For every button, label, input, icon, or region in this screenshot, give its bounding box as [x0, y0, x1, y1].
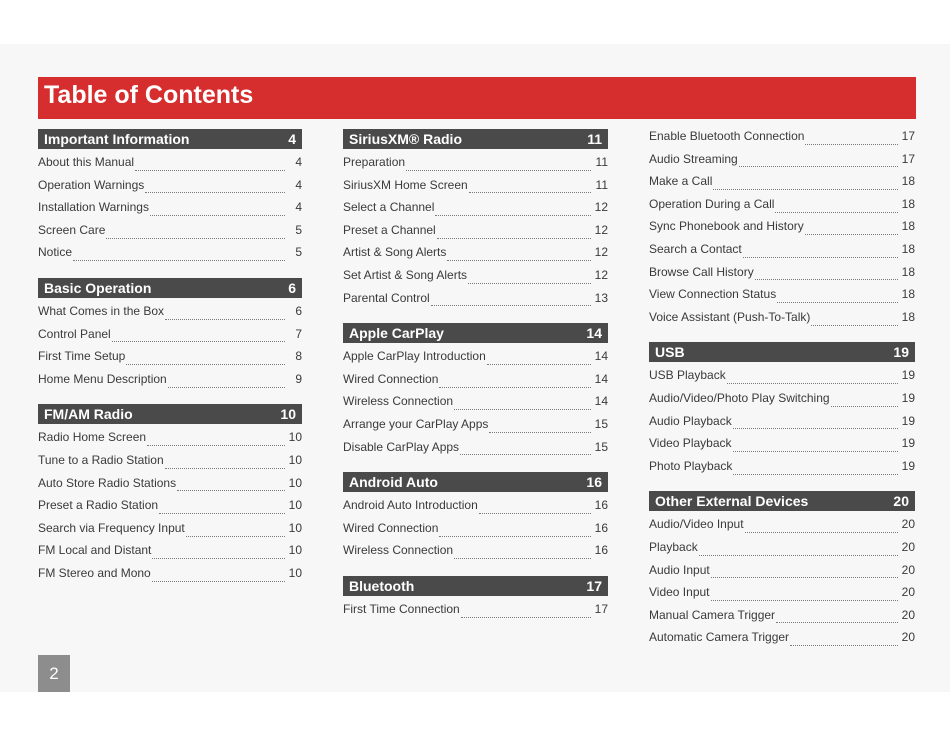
- toc-entry-label: Playback: [649, 539, 698, 554]
- section-gap: [649, 481, 915, 491]
- toc-entry-page: 12: [594, 200, 608, 215]
- section-page-number: 4: [288, 131, 296, 147]
- dot-leader: [733, 474, 898, 475]
- toc-entry-label: Android Auto Introduction: [343, 498, 478, 513]
- toc-entry-page: 20: [901, 539, 915, 554]
- toc-entry-label: Make a Call: [649, 174, 713, 189]
- toc-entry-label: Search via Frequency Input: [38, 520, 185, 535]
- dot-leader: [152, 581, 285, 582]
- toc-entry-page: 20: [901, 585, 915, 600]
- toc-entry[interactable]: [343, 417, 608, 440]
- toc-entry-page: 10: [288, 520, 302, 535]
- dot-leader: [489, 432, 591, 433]
- toc-entry[interactable]: [38, 155, 302, 178]
- dot-leader: [711, 600, 899, 601]
- toc-entry-page: 18: [901, 241, 915, 256]
- toc-entry-label: Preset a Channel: [343, 222, 436, 237]
- section-header: [343, 323, 608, 343]
- section-page-number: 19: [893, 344, 909, 361]
- dot-leader: [147, 445, 285, 446]
- toc-column-1: [38, 129, 302, 589]
- page-title: Table of Contents: [44, 81, 254, 109]
- toc-entry[interactable]: [649, 436, 915, 459]
- toc-entry[interactable]: [649, 391, 915, 414]
- toc-entry-label: FM Local and Distant: [38, 543, 152, 558]
- dot-leader: [106, 238, 285, 239]
- section-title: Apple CarPlay: [349, 325, 444, 342]
- dot-leader: [805, 234, 898, 235]
- toc-entry[interactable]: [649, 197, 915, 220]
- toc-entry-page: 5: [295, 245, 302, 260]
- toc-entry-label: Control Panel: [38, 326, 111, 341]
- dot-leader: [168, 387, 285, 388]
- dot-leader: [186, 536, 285, 537]
- section-gap: [343, 462, 608, 472]
- section-page-number: 6: [288, 279, 296, 296]
- toc-entry[interactable]: [38, 521, 302, 544]
- toc-column-3: [649, 129, 915, 653]
- section-title: Basic Operation: [44, 279, 152, 296]
- section-header: [649, 491, 915, 511]
- toc-entry-page: 19: [901, 413, 915, 428]
- toc-entry-label: Disable CarPlay Apps: [343, 439, 460, 454]
- toc-entry[interactable]: [38, 543, 302, 566]
- section-page-number: 11: [587, 131, 602, 147]
- dot-leader: [777, 302, 898, 303]
- section-header: [38, 129, 302, 149]
- dot-leader: [439, 536, 591, 537]
- toc-entry[interactable]: [649, 414, 915, 437]
- toc-entry-page: 14: [594, 371, 608, 386]
- toc-entry[interactable]: [343, 178, 608, 201]
- toc-entry-page: 20: [901, 562, 915, 577]
- toc-entry-label: Photo Playback: [649, 458, 733, 473]
- toc-entry[interactable]: [649, 310, 915, 333]
- toc-entry-page: 18: [901, 264, 915, 279]
- toc-entry-page: 5: [295, 222, 302, 237]
- dot-leader: [439, 387, 591, 388]
- toc-entry[interactable]: [649, 152, 915, 175]
- toc-entry-label: What Comes in the Box: [38, 303, 165, 318]
- dot-leader: [739, 166, 898, 167]
- toc-entry-label: Operation Warnings: [38, 177, 145, 192]
- dot-leader: [112, 341, 285, 342]
- toc-entry-page: 11: [595, 177, 608, 192]
- toc-entry[interactable]: [343, 602, 608, 625]
- toc-entry-label: FM Stereo and Mono: [38, 565, 151, 580]
- toc-entry-label: Arrange your CarPlay Apps: [343, 416, 489, 431]
- toc-entry[interactable]: [649, 287, 915, 310]
- section-header: [343, 129, 608, 149]
- toc-entry[interactable]: [343, 223, 608, 246]
- toc-entry-label: Operation During a Call: [649, 196, 775, 211]
- toc-entry-label: Voice Assistant (Push-To-Talk): [649, 309, 811, 324]
- toc-entry-label: Installation Warnings: [38, 200, 149, 215]
- toc-entry-page: 13: [594, 290, 608, 305]
- section-title: Other External Devices: [655, 493, 809, 510]
- toc-entry[interactable]: [649, 368, 915, 391]
- toc-entry-page: 6: [295, 303, 302, 318]
- toc-entry-label: View Connection Status: [649, 287, 777, 302]
- dot-leader: [811, 325, 898, 326]
- section-title: Android Auto: [349, 474, 438, 491]
- section-title: SiriusXM® Radio: [349, 131, 462, 147]
- section-page-number: 14: [586, 325, 602, 342]
- dot-leader: [713, 189, 898, 190]
- toc-entry-label: Auto Store Radio Stations: [38, 475, 177, 490]
- toc-entry[interactable]: [649, 459, 915, 482]
- toc-entry-page: 12: [594, 222, 608, 237]
- toc-entry[interactable]: [343, 543, 608, 566]
- toc-entry-label: Wireless Connection: [343, 543, 454, 558]
- toc-column-2: [343, 129, 608, 625]
- toc-entry[interactable]: [38, 430, 302, 453]
- toc-entry[interactable]: [649, 563, 915, 586]
- toc-entry-page: 17: [901, 151, 915, 166]
- dot-leader: [150, 215, 285, 216]
- toc-entry-label: Preparation: [343, 155, 406, 169]
- toc-entry-label: Browse Call History: [649, 264, 754, 279]
- toc-entry-label: Apple CarPlay Introduction: [343, 349, 486, 364]
- toc-entry-page: 12: [594, 245, 608, 260]
- toc-entry[interactable]: [38, 200, 302, 223]
- toc-entry[interactable]: [649, 174, 915, 197]
- dot-leader: [831, 406, 898, 407]
- toc-entry[interactable]: [343, 498, 608, 521]
- toc-entry[interactable]: [649, 608, 915, 631]
- toc-entry[interactable]: [649, 630, 915, 653]
- toc-entry-label: USB Playback: [649, 368, 726, 383]
- toc-entry-page: 18: [901, 287, 915, 302]
- toc-entry-page: 18: [901, 174, 915, 189]
- dot-leader: [431, 305, 591, 306]
- dot-leader: [447, 260, 591, 261]
- page-number: 2: [38, 655, 70, 692]
- dot-leader: [733, 451, 899, 452]
- dot-leader: [126, 364, 285, 365]
- toc-entry-page: 8: [295, 349, 302, 364]
- toc-entry-label: First Time Connection: [343, 601, 460, 616]
- section-title: Important Information: [44, 131, 190, 147]
- dot-leader: [775, 212, 898, 213]
- toc-entry-label: Radio Home Screen: [38, 430, 147, 445]
- toc-entry-page: 19: [901, 368, 915, 383]
- dot-leader: [135, 170, 285, 171]
- toc-entry-label: Sync Phonebook and History: [649, 219, 804, 234]
- dot-leader: [699, 555, 898, 556]
- toc-entry[interactable]: [38, 178, 302, 201]
- toc-entry-label: Wired Connection: [343, 371, 439, 386]
- toc-entry-page: 15: [594, 439, 608, 454]
- section-page-number: 17: [586, 577, 602, 594]
- section-gap: [38, 394, 302, 404]
- dot-leader: [745, 532, 898, 533]
- toc-entry-page: 11: [595, 155, 608, 169]
- toc-entry-label: First Time Setup: [38, 349, 126, 364]
- dot-leader: [406, 170, 591, 171]
- toc-entry-label: Wireless Connection: [343, 394, 454, 409]
- toc-entry-page: 19: [901, 390, 915, 405]
- toc-entry[interactable]: [38, 223, 302, 246]
- toc-entry[interactable]: [343, 372, 608, 395]
- section-page-number: 20: [893, 493, 909, 510]
- toc-entry-page: 14: [594, 349, 608, 364]
- toc-entry-page: 18: [901, 196, 915, 211]
- dot-leader: [435, 215, 591, 216]
- toc-entry-label: Video Playback: [649, 436, 732, 451]
- document-page: [0, 44, 950, 692]
- toc-entry-page: 20: [901, 630, 915, 645]
- toc-entry-label: Audio/Video/Photo Play Switching: [649, 390, 830, 405]
- toc-entry-page: 15: [594, 416, 608, 431]
- section-title: USB: [655, 344, 685, 361]
- dot-leader: [755, 279, 898, 280]
- toc-entry[interactable]: [343, 200, 608, 223]
- dot-leader: [461, 617, 591, 618]
- dot-leader: [73, 260, 285, 261]
- toc-entry[interactable]: [649, 129, 915, 152]
- toc-entry-page: 12: [594, 267, 608, 282]
- toc-entry-page: 4: [295, 177, 302, 192]
- section-page-number: 16: [586, 474, 602, 491]
- toc-entry-label: Notice: [38, 245, 73, 260]
- toc-entry-label: Manual Camera Trigger: [649, 607, 776, 622]
- dot-leader: [469, 192, 591, 193]
- section-gap: [343, 313, 608, 323]
- toc-entry[interactable]: [649, 219, 915, 242]
- toc-entry[interactable]: [38, 476, 302, 499]
- toc-entry-page: 10: [288, 565, 302, 580]
- toc-entry[interactable]: [343, 245, 608, 268]
- section-header: [38, 278, 302, 298]
- toc-entry-page: 10: [288, 430, 302, 445]
- dot-leader: [479, 513, 591, 514]
- toc-entry[interactable]: [38, 304, 302, 327]
- toc-entry-page: 4: [295, 155, 302, 169]
- dot-leader: [152, 558, 285, 559]
- dot-leader: [790, 645, 898, 646]
- toc-entry-page: 9: [295, 371, 302, 386]
- toc-entry-label: Tune to a Radio Station: [38, 452, 164, 467]
- toc-entry[interactable]: [38, 372, 302, 395]
- toc-entry-label: Home Menu Description: [38, 371, 167, 386]
- toc-entry-page: 19: [901, 436, 915, 451]
- toc-entry-page: 16: [594, 520, 608, 535]
- dot-leader: [711, 577, 898, 578]
- toc-entry-label: About this Manual: [38, 155, 135, 169]
- toc-entry-label: Automatic Camera Trigger: [649, 630, 790, 645]
- toc-entry[interactable]: [343, 268, 608, 291]
- toc-entry-page: 16: [594, 498, 608, 513]
- toc-entry-label: SiriusXM Home Screen: [343, 177, 468, 192]
- dot-leader: [145, 192, 285, 193]
- dot-leader: [460, 454, 591, 455]
- toc-entry[interactable]: [38, 566, 302, 589]
- section-header: [343, 472, 608, 492]
- toc-entry[interactable]: [38, 245, 302, 268]
- section-title: FM/AM Radio: [44, 406, 133, 423]
- toc-entry[interactable]: [649, 517, 915, 540]
- toc-entry-label: Parental Control: [343, 290, 430, 305]
- toc-entry[interactable]: [649, 540, 915, 563]
- section-header: [649, 342, 915, 362]
- toc-entry-page: 17: [901, 129, 915, 143]
- toc-entry-label: Audio Playback: [649, 413, 732, 428]
- section-gap: [343, 566, 608, 576]
- dot-leader: [437, 238, 591, 239]
- dot-leader: [733, 428, 898, 429]
- toc-entry[interactable]: [38, 453, 302, 476]
- toc-entry-label: Search a Contact: [649, 241, 742, 256]
- toc-entry-page: 19: [901, 458, 915, 473]
- toc-entry[interactable]: [649, 265, 915, 288]
- dot-leader: [159, 513, 285, 514]
- dot-leader: [743, 257, 898, 258]
- toc-entry[interactable]: [38, 349, 302, 372]
- toc-entry[interactable]: [343, 291, 608, 314]
- toc-entry-label: Set Artist & Song Alerts: [343, 267, 468, 282]
- toc-entry-page: 20: [901, 607, 915, 622]
- toc-entry[interactable]: [343, 155, 608, 178]
- title-bar: [38, 77, 916, 119]
- toc-entry-label: Screen Care: [38, 222, 106, 237]
- toc-entry-page: 10: [288, 543, 302, 558]
- toc-entry-label: Preset a Radio Station: [38, 498, 159, 513]
- section-header: [343, 576, 608, 596]
- toc-entry-page: 17: [594, 601, 608, 616]
- toc-entry[interactable]: [38, 498, 302, 521]
- toc-entry[interactable]: [343, 349, 608, 372]
- toc-entry[interactable]: [343, 394, 608, 417]
- toc-entry-label: Select a Channel: [343, 200, 435, 215]
- toc-entry-label: Video Input: [649, 585, 710, 600]
- dot-leader: [165, 319, 285, 320]
- section-title: Bluetooth: [349, 577, 415, 594]
- toc-entry-page: 7: [295, 326, 302, 341]
- toc-entry-label: Enable Bluetooth Connection: [649, 129, 805, 143]
- dot-leader: [487, 364, 591, 365]
- toc-entry-page: 18: [901, 309, 915, 324]
- toc-entry[interactable]: [649, 585, 915, 608]
- toc-entry-page: 10: [288, 498, 302, 513]
- toc-entry-page: 10: [288, 475, 302, 490]
- dot-leader: [454, 409, 591, 410]
- dot-leader: [165, 468, 285, 469]
- toc-entry-label: Audio Streaming: [649, 151, 738, 166]
- dot-leader: [727, 383, 898, 384]
- toc-entry-page: 16: [594, 543, 608, 558]
- toc-entry-label: Audio Input: [649, 562, 710, 577]
- dot-leader: [177, 490, 285, 491]
- toc-entry-page: 18: [901, 219, 915, 234]
- dot-leader: [805, 144, 898, 145]
- dot-leader: [468, 283, 591, 284]
- toc-entry[interactable]: [649, 242, 915, 265]
- toc-entry-page: 20: [901, 517, 915, 532]
- section-page-number: 10: [280, 406, 296, 423]
- toc-entry[interactable]: [343, 440, 608, 463]
- toc-entry-label: Audio/Video Input: [649, 517, 744, 532]
- section-header: [38, 404, 302, 424]
- toc-entry-label: Artist & Song Alerts: [343, 245, 447, 260]
- toc-entry-label: Wired Connection: [343, 520, 439, 535]
- toc-entry-page: 4: [295, 200, 302, 215]
- toc-entry-page: 14: [594, 394, 608, 409]
- toc-entry-page: 10: [288, 452, 302, 467]
- section-gap: [38, 268, 302, 278]
- dot-leader: [454, 558, 591, 559]
- toc-entry[interactable]: [343, 521, 608, 544]
- dot-leader: [776, 622, 898, 623]
- toc-entry[interactable]: [38, 327, 302, 350]
- section-gap: [649, 332, 915, 342]
